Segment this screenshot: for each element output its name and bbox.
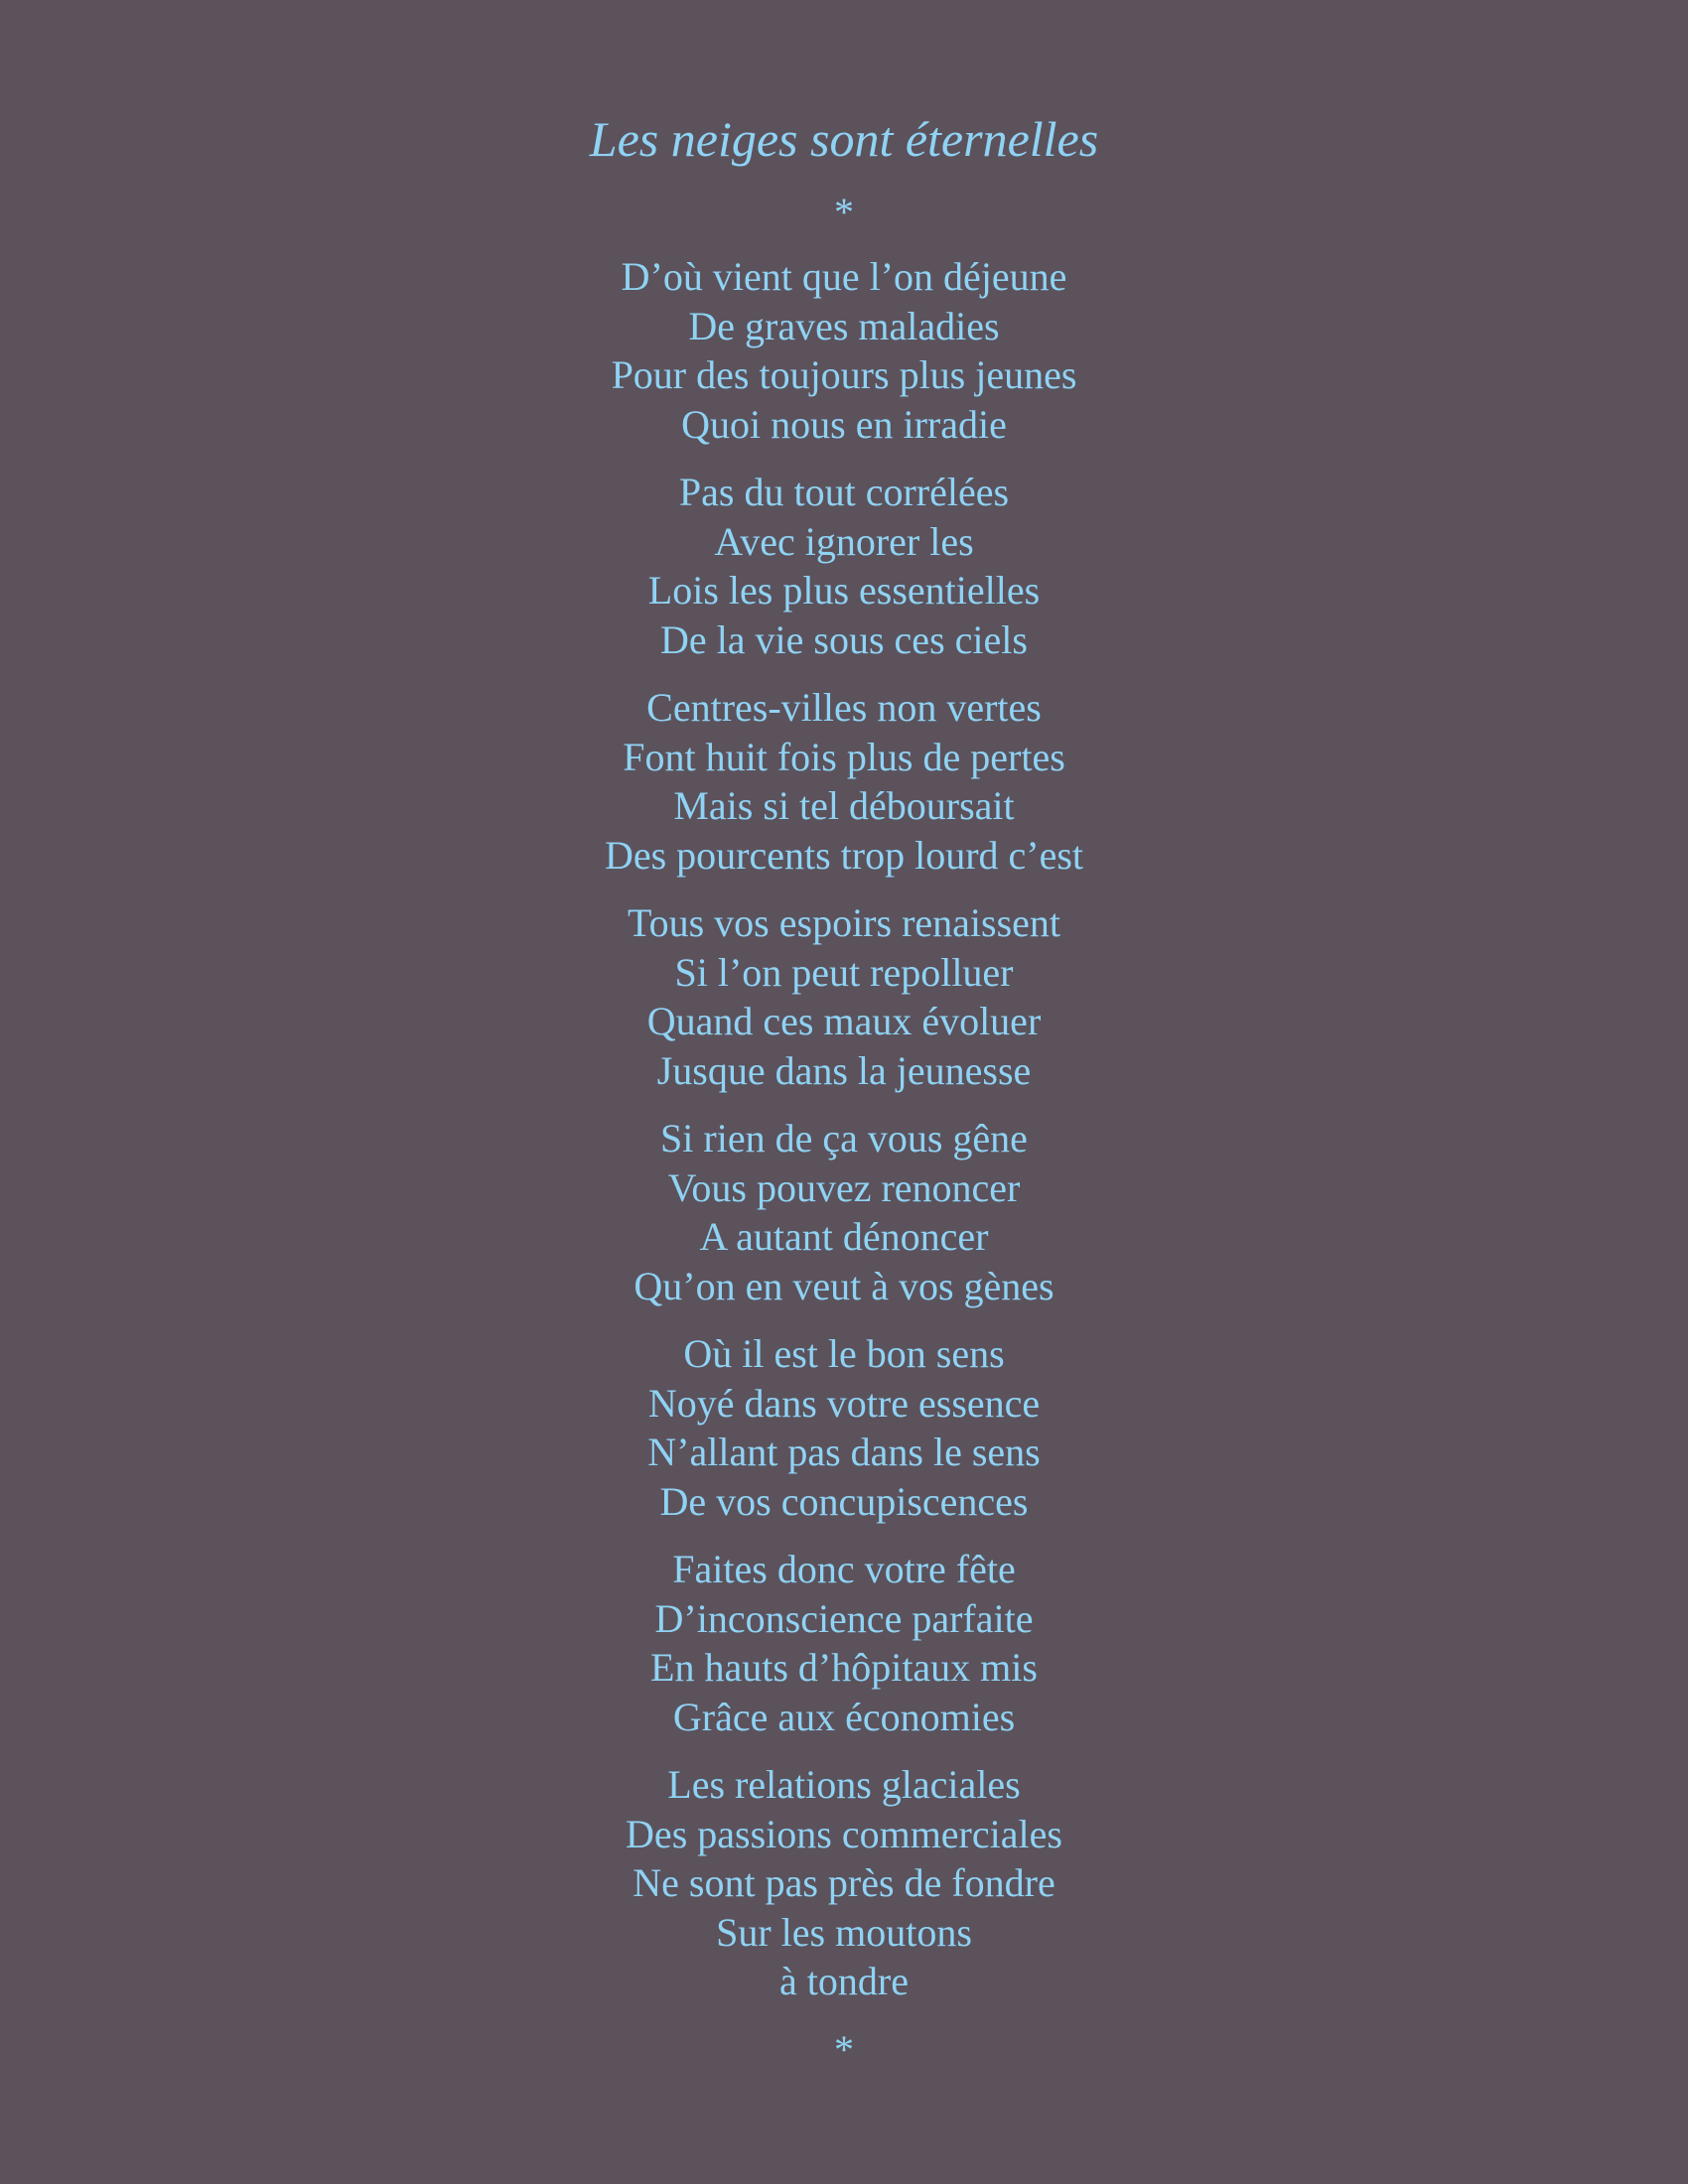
- verse-line: Ne sont pas près de fondre: [633, 1860, 1055, 1905]
- verse-line: Lois les plus essentielles: [647, 568, 1041, 613]
- verse-line: Centres-villes non vertes: [646, 685, 1042, 730]
- verse-line: Pas du tout corrélées: [678, 470, 1010, 514]
- verse-line: Quoi nous en irradie: [681, 401, 1007, 447]
- verse-line: Vous pouvez renoncer: [667, 1164, 1021, 1210]
- stanza-2: [0, 468, 1688, 664]
- verse-line: Si l’on peut repolluer: [674, 949, 1014, 995]
- verse-line: Où il est le bon sens: [683, 1331, 1005, 1376]
- verse-line: Sur les moutons: [716, 1909, 972, 1955]
- separator-bottom: *: [834, 2026, 854, 2072]
- verse-line: Noyé dans votre essence: [647, 1380, 1041, 1426]
- verse-line: Les relations glaciales: [667, 1762, 1021, 1807]
- verse-line: Pour des toujours plus jeunes: [611, 352, 1077, 397]
- verse-line: De vos concupiscences: [659, 1478, 1029, 1524]
- verse-line: Jusque dans la jeunesse: [656, 1047, 1032, 1093]
- poem-title: Les neiges sont éternelles: [589, 111, 1099, 167]
- verse-line: Faites donc votre fête: [672, 1547, 1016, 1591]
- poem-body: [0, 252, 1688, 2006]
- verse-line: D’où vient que l’on déjeune: [621, 254, 1067, 299]
- verse-line: Mais si tel déboursait: [673, 783, 1015, 828]
- separator-top: *: [834, 190, 854, 234]
- verse-line: D’inconscience parfaite: [654, 1595, 1034, 1641]
- verse-line: Quand ces maux évoluer: [646, 999, 1042, 1043]
- verse-line: Des pourcents trop lourd c’est: [604, 832, 1084, 878]
- verse-line: En hauts d’hôpitaux mis: [650, 1645, 1038, 1690]
- verse-line: Des passions commerciales: [626, 1811, 1062, 1856]
- stanza-4: [0, 898, 1688, 1095]
- verse-line: Avec ignorer les: [714, 518, 974, 564]
- verse-line: Si rien de ça vous gêne: [660, 1116, 1028, 1160]
- stanza-5: [0, 1114, 1688, 1310]
- verse-line: A autant dénoncer: [699, 1214, 989, 1259]
- verse-line: N’allant pas dans le sens: [647, 1430, 1041, 1474]
- verse-line: Grâce aux économies: [672, 1694, 1016, 1739]
- verse-line: Tous vos espoirs renaissent: [627, 900, 1061, 945]
- stanza-3: [0, 683, 1688, 880]
- stanza-1: [0, 252, 1688, 449]
- verse-line: à tondre: [779, 1959, 909, 2003]
- verse-line: Font huit fois plus de pertes: [623, 734, 1065, 779]
- stanza-7: [0, 1545, 1688, 1741]
- verse-line: De la vie sous ces ciels: [660, 616, 1028, 662]
- stanza-6: [0, 1329, 1688, 1526]
- verse-line: Qu’on en veut à vos gènes: [633, 1263, 1055, 1308]
- stanza-8: [0, 1760, 1688, 2006]
- verse-line: De graves maladies: [688, 303, 1000, 348]
